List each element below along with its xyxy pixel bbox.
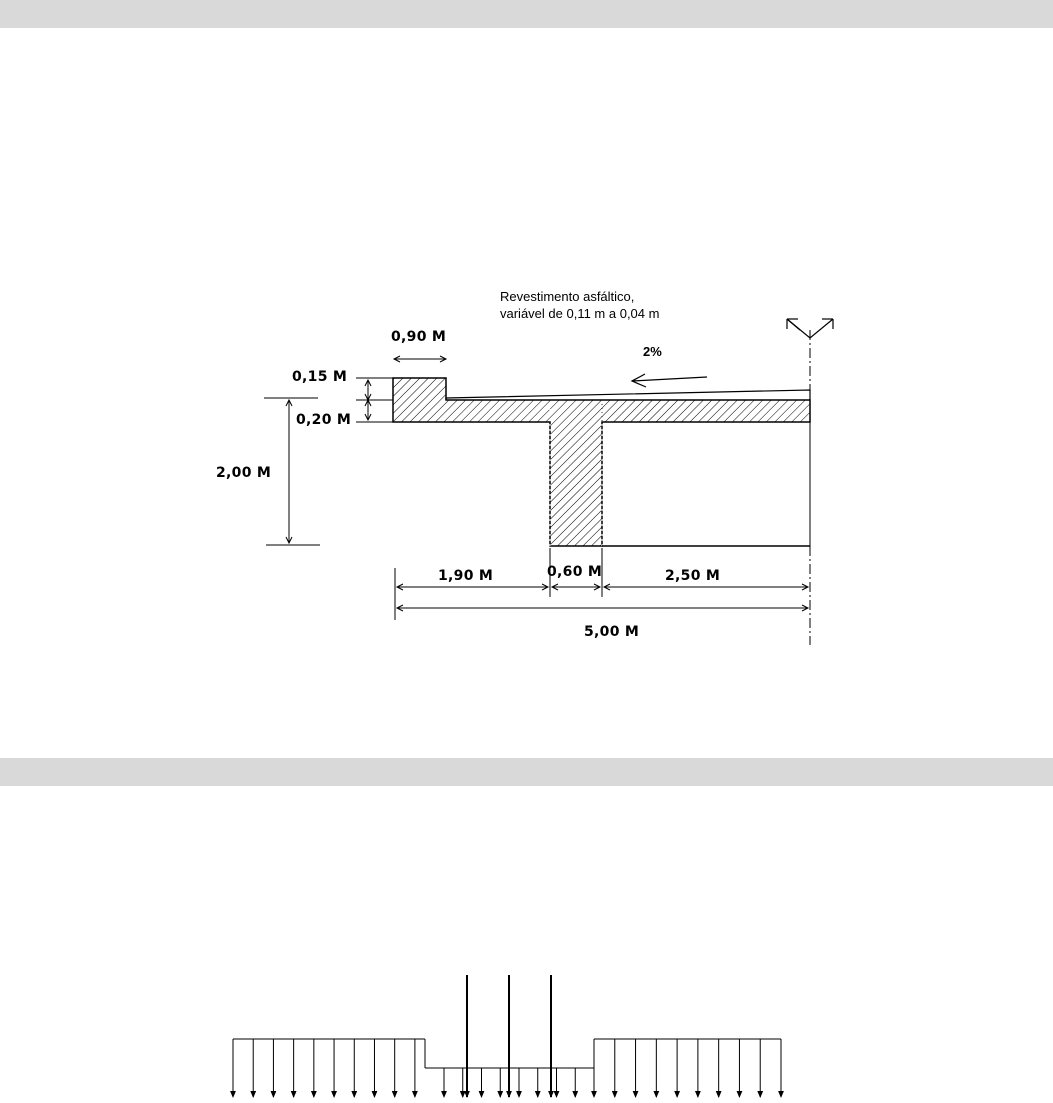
slope-arrow [632,374,707,387]
dim-parapet-width: 0,90 M [391,329,447,345]
asphalt-note-line1: Revestimento asfáltico, [500,289,635,304]
slope-label: 2% [643,344,662,359]
right-load-arrow-head [716,1091,721,1097]
right-load-arrow-head [695,1091,700,1097]
left-load-arrow-head [372,1091,377,1097]
left-load-arrow-head [231,1091,236,1097]
load-diagram [231,975,784,1097]
left-load-arrow-head [271,1091,276,1097]
middle-load-arrow-head [554,1091,559,1097]
right-load-arrow-head [737,1091,742,1097]
middle-load-arrow-head [498,1091,503,1097]
middle-load-arrow-head [517,1091,522,1097]
right-load-arrow-head [779,1091,784,1097]
left-load-arrow-head [332,1091,337,1097]
left-load-arrow-head [412,1091,417,1097]
concentrated-load-arrow-head [507,1091,512,1097]
dim-overhang: 1,90 M [438,568,494,584]
dim-slab-thickness: 0,20 M [296,412,352,428]
concentrated-load-arrow-head [465,1091,470,1097]
dim-web: 0,60 M [547,564,603,580]
right-load-arrow-head [612,1091,617,1097]
middle-load-arrow-head [442,1091,447,1097]
middle-load-arrow-head [573,1091,578,1097]
dim-parapet-height: 0,15 M [292,369,348,385]
left-load-arrow-head [291,1091,296,1097]
dim-total-height: 2,00 M [216,465,272,481]
right-load-arrow-head [675,1091,680,1097]
dim-inner: 2,50 M [665,568,721,584]
left-load-arrow-head [352,1091,357,1097]
concentrated-load-arrow-head [549,1091,554,1097]
middle-load-arrow-head [535,1091,540,1097]
dim-parapet-width-arrow [394,356,446,362]
left-load-arrow-head [251,1091,256,1097]
dim-total-width: 5,00 M [584,624,640,640]
right-load-arrow-head [592,1091,597,1097]
middle-load-arrow-head [479,1091,484,1097]
asphalt-note-line2: variável de 0,11 m a 0,04 m [500,306,660,321]
dim-horizontal-lines [395,548,808,620]
right-load-arrow-head [633,1091,638,1097]
right-load-arrow-head [758,1091,763,1097]
left-load-arrow-head [311,1091,316,1097]
asphalt-surface [446,390,810,400]
right-load-arrow-head [654,1091,659,1097]
left-load-arrow-head [392,1091,397,1097]
